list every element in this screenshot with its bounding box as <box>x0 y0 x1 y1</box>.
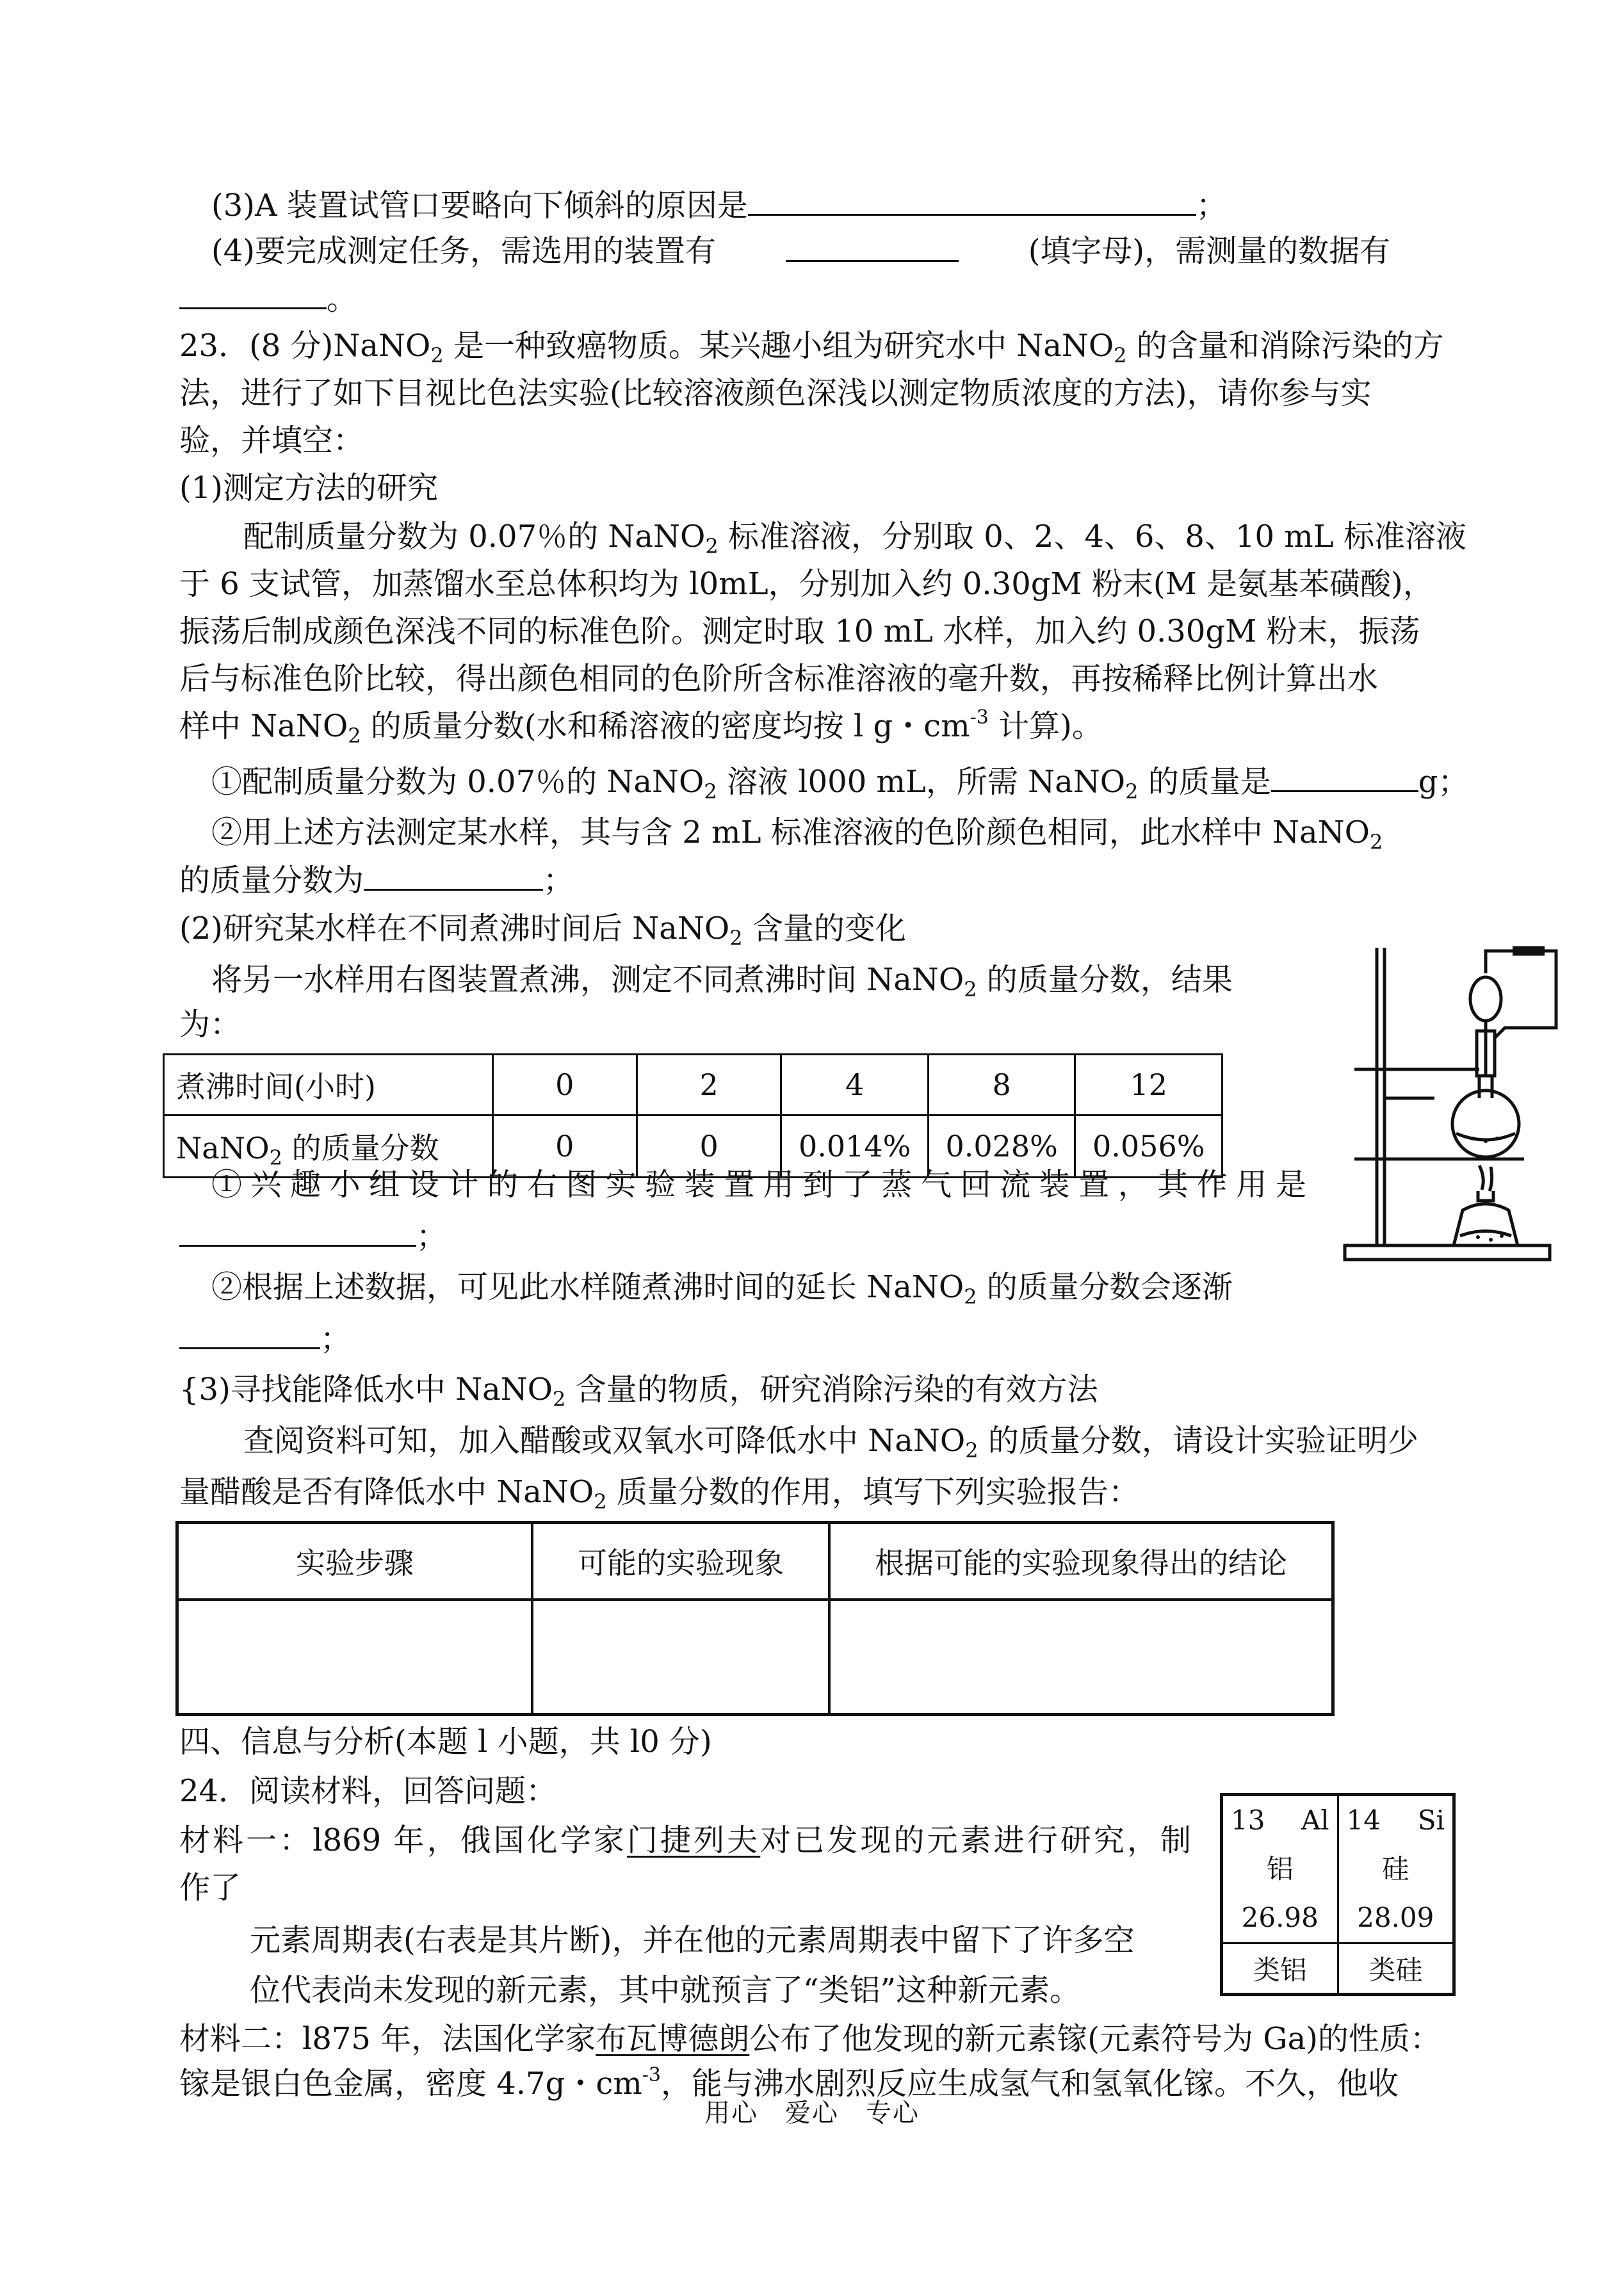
boiling-table <box>163 1053 1223 1178</box>
q23-s2-line2: 为： <box>179 1007 241 1042</box>
q23-section2-title <box>179 908 906 949</box>
table-cell: 0.056% <box>1075 1115 1222 1178</box>
table-row <box>177 1600 1333 1715</box>
q24-m2-line1 <box>179 2018 1441 2059</box>
table-header-cell: 实验步骤 <box>177 1523 533 1600</box>
q22-part3 <box>211 184 1227 226</box>
q24-m1-l1b: 对已发现的元素进行研究，制 <box>760 1822 1191 1858</box>
scientist-name: 布瓦博德朗 <box>596 2021 750 2057</box>
q23-s1-line4: 后与标准色阶比较，得出颜色相同的色阶所含标准溶液的毫升数，再按稀释比例计算出水 <box>179 661 1379 697</box>
q24-m1-line1 <box>179 1820 1191 1861</box>
q23-s1-line1 <box>243 516 1466 557</box>
q23-s1-q1 <box>211 761 1468 802</box>
superscript: -3 <box>642 2064 661 2086</box>
q23-l1b: 是一种致癌物质。某兴趣小组为研究水中 NaNO <box>453 328 1114 364</box>
q23-s1-l5a: 样中 NaNO <box>179 708 348 744</box>
superscript: -3 <box>970 706 989 729</box>
answer-blank[interactable] <box>179 1215 416 1247</box>
table-row <box>1222 1795 1454 1943</box>
subscript: 2 <box>594 1489 607 1514</box>
q23-s1-q1c: 的质量是 <box>1148 764 1271 800</box>
q23-s3-l2b: 质量分数的作用，填写下列实验报告： <box>616 1474 1139 1510</box>
row-label-b: 的质量分数 <box>291 1131 439 1165</box>
element-name: 铝 <box>1266 1853 1294 1885</box>
q23-s1-q1b: 溶液 l000 mL，所需 NaNO <box>727 764 1126 800</box>
answer-blank[interactable] <box>364 859 543 891</box>
page-footer: 用心 爱心 专心 <box>704 2098 920 2128</box>
subscript: 2 <box>1125 779 1139 804</box>
q23-s1-line5 <box>179 706 1103 747</box>
analog-cell: 类硅 <box>1338 1943 1454 1995</box>
q23-s3-line2 <box>179 1472 1139 1512</box>
q23-line3: 验，并填空： <box>179 423 364 458</box>
q23-s2-title-b: 含量的变化 <box>752 911 906 946</box>
scientist-name: 门捷列夫 <box>626 1822 761 1858</box>
answer-blank[interactable] <box>1271 761 1418 792</box>
table-header-cell: 可能的实验现象 <box>532 1523 829 1600</box>
q23-s2-q2 <box>211 1267 1233 1308</box>
q23-s1-line3: 振荡后制成颜色深浅不同的标准色阶。测定时取 10 mL 水样，加入约 0.30gM 粉末，振荡 <box>179 613 1420 649</box>
q23-s2-q2b: 的质量分数会逐渐 <box>986 1269 1233 1305</box>
analog-cell: 类铝 <box>1222 1943 1338 1995</box>
q23-s1-q2b: 的质量分数为 <box>179 863 364 898</box>
q23-s3-title-a: {3)寻找能降低水中 NaNO <box>179 1372 553 1407</box>
q23-s2-q1-text: ①兴趣小组设计的右图实验装置用到了蒸气回流装置，其作用是 <box>211 1167 1306 1203</box>
q23-s1-q2a: ②用上述方法测定某水样，其与含 2 mL 标准溶液的色阶颜色相同，此水样中 NaNO <box>211 815 1370 850</box>
table-cell: 0 <box>492 1115 637 1178</box>
atomic-mass: 28.09 <box>1357 1902 1434 1933</box>
q23-s2-q2c: ； <box>320 1321 352 1357</box>
table-row <box>1222 1943 1454 1995</box>
q23-s2-title-a: (2)研究某水样在不同煮沸时间后 NaNO <box>179 911 730 946</box>
q23-s1-l1b: 标准溶液，分别取 0、2、4、6、8、10 mL 标准溶液 <box>728 519 1466 555</box>
q23-s2-q2-cont <box>179 1318 351 1359</box>
q23-s1-l5c: 计算)。 <box>988 708 1103 744</box>
table-row <box>164 1055 1222 1115</box>
q22-part4-end: 。 <box>327 281 358 317</box>
answer-cell[interactable] <box>829 1600 1333 1715</box>
table-cell: 2 <box>637 1055 781 1115</box>
atomic-number: 14 <box>1346 1804 1381 1836</box>
q22-part3-end: ； <box>1196 188 1227 223</box>
q23-section1-title: (1)测定方法的研究 <box>179 470 438 506</box>
answer-blank[interactable] <box>179 1318 320 1349</box>
answer-blank[interactable] <box>748 184 1196 216</box>
atomic-mass: 26.98 <box>1241 1902 1319 1933</box>
q24-m2-l1a: 材料二：l875 年，法国化学家 <box>179 2021 596 2057</box>
experiment-report-table <box>175 1521 1335 1716</box>
q23-s1-l1a: 配制质量分数为 0.07％的 NaNO <box>243 519 706 555</box>
table-cell: 4 <box>781 1055 929 1115</box>
answer-blank[interactable] <box>786 231 959 262</box>
q23-s3-l2a: 量醋酸是否有降低水中 NaNO <box>179 1474 594 1510</box>
q23-s1-line2: 于 6 支试管，加蒸馏水至总体积均为 l0mL，分别加入约 0.30gM 粉末(M 是氨基苯磺酸)， <box>179 566 1434 602</box>
subscript: 2 <box>553 1387 566 1411</box>
element-header <box>1339 1796 1452 1845</box>
q23-s1-q1a: ①配制质量分数为 0.07％的 NaNO <box>211 764 704 800</box>
element-symbol: Al <box>1301 1804 1329 1836</box>
subscript: 2 <box>964 1285 977 1309</box>
subscript: 2 <box>704 779 717 804</box>
element-cell-al <box>1222 1795 1338 1943</box>
q23-s2-q2a: ②根据上述数据，可见此水样随煮沸时间的延长 NaNO <box>211 1269 964 1305</box>
q23-s2-l1b: 的质量分数，结果 <box>986 962 1233 998</box>
q22-part4 <box>211 231 1460 272</box>
table-cell: 0.028% <box>928 1115 1075 1178</box>
q24-m2-l2a: 镓是银白色金属，密度 4.7g・cm <box>179 2066 642 2102</box>
subscript: 2 <box>965 1438 978 1463</box>
q23-s2-l1a: 将另一水样用右图装置煮沸，测定不同煮沸时间 NaNO <box>211 962 964 998</box>
answer-cell[interactable] <box>532 1600 829 1715</box>
table-cell: 0 <box>492 1055 637 1115</box>
answer-blank[interactable] <box>179 278 327 309</box>
q23-s2-q1-cont <box>179 1215 447 1257</box>
q23-s2-q1b: ； <box>416 1219 448 1254</box>
q23-s3-l1a: 查阅资料可知，加入醋酸或双氧水可降低水中 NaNO <box>243 1423 966 1459</box>
q22-part4-text: (4)要完成测定任务，需选用的装置有 <box>211 233 716 269</box>
element-symbol: Si <box>1417 1804 1445 1836</box>
subscript: 2 <box>964 977 977 1002</box>
q23-l1c: 的含量和消除污染的方 <box>1136 328 1444 364</box>
q23-s2-q1 <box>211 1164 1306 1205</box>
atomic-number: 13 <box>1231 1804 1265 1836</box>
q23-section3-title <box>179 1369 1098 1410</box>
subscript: 2 <box>729 926 743 950</box>
table-row <box>177 1523 1333 1600</box>
reflux-apparatus-illustration <box>1326 935 1563 1268</box>
q23-s3-line1 <box>243 1420 1418 1461</box>
answer-cell[interactable] <box>177 1600 533 1715</box>
subscript: 2 <box>430 343 444 368</box>
subscript: 2 <box>348 724 361 748</box>
q23-line2: 法，进行了如下目视比色法实验(比较溶液颜色深浅以测定物质浓度的方法)，请你参与实 <box>179 375 1372 411</box>
q23-s1-q2-cont <box>179 859 574 901</box>
table-header-cell: 根据可能的实验现象得出的结论 <box>829 1523 1333 1600</box>
element-cell-si <box>1338 1795 1454 1943</box>
subscript: 2 <box>1114 343 1127 368</box>
table-cell: 0.014% <box>781 1115 929 1178</box>
q22-part4-cont <box>179 278 357 320</box>
q23-l1a: 23．(8 分)NaNO <box>179 328 431 364</box>
table-cell: 8 <box>928 1055 1075 1115</box>
q24-m2-l1b: 公布了他发现的新元素镓(元素符号为 Ga)的性质： <box>749 2021 1441 2057</box>
row-label-a: NaNO <box>176 1131 270 1165</box>
q24-m1-l1a: 材料一：l869 年，俄国化学家 <box>179 1822 627 1858</box>
q24-title: 24．阅读材料，回答问题： <box>179 1773 557 1809</box>
q23-s1-q1d: g； <box>1418 764 1469 800</box>
q23-s1-l5b: 的质量分数(水和稀溶液的密度均按 l g・cm <box>370 708 970 744</box>
subscript: 2 <box>269 1146 282 1170</box>
table-header-cell: 煮沸时间(小时) <box>164 1055 493 1115</box>
q22-part4-mid: (填字母)，需测量的数据有 <box>1028 233 1391 269</box>
section4-title: 四、信息与分析(本题 l 小题，共 l0 分) <box>179 1724 712 1760</box>
periodic-table-fragment <box>1220 1793 1456 1996</box>
element-header <box>1223 1796 1337 1845</box>
q23-s2-line1 <box>211 959 1233 1000</box>
q23-s3-title-b: 含量的物质，研究消除污染的有效方法 <box>575 1372 1098 1407</box>
subscript: 2 <box>1369 830 1383 854</box>
element-name: 硅 <box>1382 1853 1409 1885</box>
q23-line1 <box>179 325 1444 366</box>
table-cell: 12 <box>1075 1055 1222 1115</box>
q24-m1-line3: 元素周期表(右表是其片断)，并在他的元素周期表中留下了许多空 <box>250 1922 1135 1958</box>
table-cell: 0 <box>637 1115 781 1178</box>
q23-s1-q2c: ； <box>543 863 574 898</box>
subscript: 2 <box>705 534 719 558</box>
q24-m1-line4: 位代表尚未发现的新元素，其中就预言了“类铝”这种新元素。 <box>250 1972 1081 2008</box>
q22-part3-text: (3)A 装置试管口要略向下倾斜的原因是 <box>211 188 748 223</box>
q24-m2-l2b: ，能与沸水剧烈反应生成氢气和氢氧化镓。不久，他收 <box>660 2066 1399 2102</box>
q23-s3-l1b: 的质量分数，请设计实验证明少 <box>987 1423 1418 1459</box>
q24-m1-line2: 作了 <box>179 1870 241 1906</box>
q23-s1-q2 <box>211 812 1383 853</box>
